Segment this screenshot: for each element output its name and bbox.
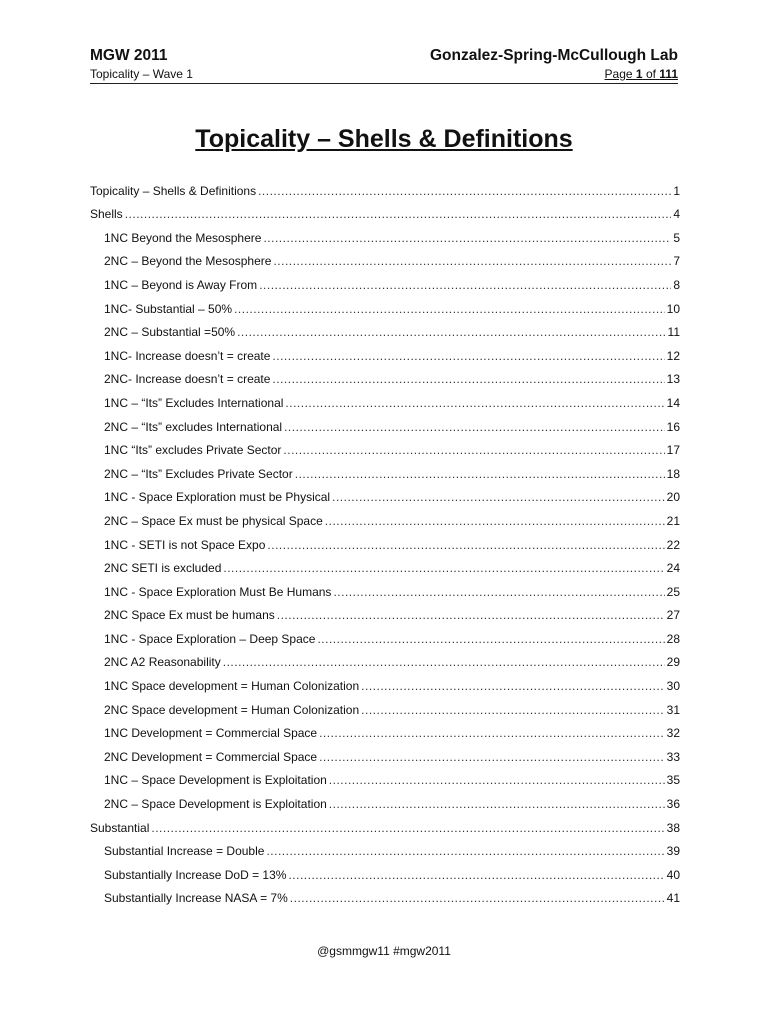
table-of-contents	[90, 175, 680, 906]
toc-entry-label: 2NC A2 Reasonability	[104, 655, 221, 670]
toc-entry-page: 30	[666, 679, 680, 694]
toc-entry-page: 36	[666, 797, 680, 812]
toc-dot-leader	[277, 608, 665, 623]
page-current: 1	[635, 67, 643, 81]
toc-entry-label: 2NC- Increase doesn’t = create	[104, 372, 271, 387]
toc-entry-page: 40	[666, 867, 680, 882]
toc-entry-page: 22	[666, 537, 680, 552]
toc-entry-page: 12	[666, 348, 680, 363]
toc-dot-leader	[332, 490, 665, 505]
toc-dot-leader	[223, 655, 665, 670]
toc-entry[interactable]	[90, 505, 680, 529]
toc-dot-leader	[267, 538, 664, 553]
toc-entry-label: 2NC SETI is excluded	[104, 561, 222, 576]
toc-entry-label: 2NC – Space Ex must be physical Space	[104, 513, 323, 528]
toc-entry[interactable]	[90, 246, 680, 270]
toc-entry[interactable]	[90, 387, 680, 411]
toc-dot-leader	[258, 184, 671, 199]
toc-entry[interactable]	[90, 199, 680, 223]
header-rule	[90, 83, 678, 84]
toc-entry-page: 10	[666, 301, 680, 316]
toc-entry-page: 4	[673, 207, 680, 222]
toc-entry-label: 1NC - Space Exploration must be Physical	[104, 490, 331, 505]
toc-entry[interactable]	[90, 269, 680, 293]
toc-entry-label: 2NC – “Its” excludes International	[104, 419, 283, 434]
toc-entry-label: Substantial	[90, 820, 150, 835]
toc-entry-page: 33	[666, 749, 680, 764]
page-total: 111	[659, 67, 678, 81]
toc-dot-leader	[266, 844, 664, 859]
toc-entry[interactable]	[90, 435, 680, 459]
header-top-row	[90, 47, 678, 65]
toc-entry-page: 41	[666, 891, 680, 906]
toc-dot-leader	[272, 349, 664, 364]
toc-entry[interactable]	[90, 482, 680, 506]
toc-entry-page: 38	[666, 820, 680, 835]
toc-entry-label: 2NC – Space Development is Exploitation	[104, 797, 327, 812]
header-page-indicator	[605, 67, 678, 81]
toc-entry-label: 2NC – Substantial =50%	[104, 325, 236, 340]
toc-dot-leader	[285, 396, 664, 411]
document-title: Topicality – Shells & Definitions	[195, 125, 573, 153]
toc-entry-label: 2NC Space development = Human Colonization	[104, 702, 360, 717]
toc-entry-page: 29	[666, 655, 680, 670]
toc-entry-page: 18	[666, 466, 680, 481]
toc-dot-leader	[329, 797, 665, 812]
header-sub-row	[90, 67, 678, 81]
toc-entry-page: 28	[666, 631, 680, 646]
toc-entry-label: 1NC - SETI is not Space Expo	[104, 537, 266, 552]
toc-entry[interactable]	[90, 741, 680, 765]
toc-entry-label: Substantially Increase NASA = 7%	[104, 891, 288, 906]
page-of: of	[645, 67, 656, 81]
toc-entry-label: 1NC Development = Commercial Space	[104, 726, 318, 741]
toc-entry[interactable]	[90, 293, 680, 317]
toc-dot-leader	[361, 679, 664, 694]
toc-dot-leader	[263, 231, 671, 246]
toc-entry[interactable]	[90, 222, 680, 246]
toc-entry-label: 1NC - Space Exploration Must Be Humans	[104, 584, 332, 599]
toc-entry-page: 16	[666, 419, 680, 434]
toc-entry-page: 27	[666, 608, 680, 623]
toc-dot-leader	[125, 207, 672, 222]
toc-entry-label: 1NC Beyond the Mesosphere	[104, 230, 262, 245]
toc-entry[interactable]	[90, 411, 680, 435]
toc-dot-leader	[333, 585, 664, 600]
toc-entry[interactable]	[90, 812, 680, 836]
toc-entry-label: 2NC Development = Commercial Space	[104, 749, 318, 764]
toc-entry[interactable]	[90, 553, 680, 577]
toc-entry-page: 7	[673, 254, 680, 269]
toc-entry[interactable]	[90, 647, 680, 671]
header-file-title: Topicality – Wave 1	[90, 67, 193, 81]
toc-entry-page: 35	[666, 773, 680, 788]
toc-dot-leader	[284, 420, 665, 435]
toc-entry[interactable]	[90, 340, 680, 364]
toc-entry-page: 21	[666, 513, 680, 528]
toc-dot-leader	[329, 773, 665, 788]
toc-entry-page: 13	[666, 372, 680, 387]
toc-entry-label: 1NC - Space Exploration – Deep Space	[104, 631, 316, 646]
page-prefix: Page	[604, 67, 633, 81]
toc-entry[interactable]	[90, 175, 680, 199]
toc-entry[interactable]	[90, 859, 680, 883]
toc-entry[interactable]	[90, 364, 680, 388]
toc-entry-page: 25	[666, 584, 680, 599]
toc-dot-leader	[223, 561, 664, 576]
toc-entry[interactable]	[90, 576, 680, 600]
toc-entry-page: 17	[666, 443, 680, 458]
toc-entry-label: 1NC Space development = Human Colonization	[104, 679, 360, 694]
toc-entry[interactable]	[90, 317, 680, 341]
toc-entry-label: Topicality – Shells & Definitions	[90, 183, 257, 198]
header-lab: Gonzalez-Spring-McCullough Lab	[430, 47, 678, 64]
toc-entry-label: 1NC – Beyond is Away From	[104, 277, 258, 292]
toc-dot-leader	[272, 372, 664, 387]
toc-entry-page: 24	[666, 561, 680, 576]
toc-dot-leader	[273, 254, 671, 269]
toc-dot-leader	[295, 467, 665, 482]
toc-entry-page: 31	[666, 702, 680, 717]
toc-entry-label: 1NC – Space Development is Exploitation	[104, 773, 327, 788]
toc-entry-page: 1	[673, 183, 680, 198]
toc-entry-label: 2NC – Beyond the Mesosphere	[104, 254, 272, 269]
toc-entry-label: 1NC- Substantial – 50%	[104, 301, 233, 316]
toc-dot-leader	[288, 868, 664, 883]
toc-entry[interactable]	[90, 788, 680, 812]
toc-entry[interactable]	[90, 529, 680, 553]
toc-entry-page: 11	[667, 325, 680, 340]
toc-entry-page: 39	[666, 844, 680, 859]
toc-entry[interactable]	[90, 883, 680, 907]
toc-dot-leader	[325, 514, 665, 529]
toc-entry-page: 14	[666, 395, 680, 410]
toc-entry[interactable]	[90, 765, 680, 789]
toc-entry-page: 8	[673, 277, 680, 292]
toc-entry-label: 2NC – “Its” Excludes Private Sector	[104, 466, 293, 481]
toc-entry-page: 32	[666, 726, 680, 741]
footer-hashtags: @gsmmgw11 #mgw2011	[317, 944, 451, 958]
toc-entry-label: Substantially Increase DoD = 13%	[104, 867, 287, 882]
toc-dot-leader	[361, 703, 664, 718]
toc-dot-leader	[234, 302, 665, 317]
toc-dot-leader	[319, 726, 665, 741]
toc-entry-label: 1NC “Its” excludes Private Sector	[104, 443, 282, 458]
toc-dot-leader	[319, 750, 665, 765]
header-event: MGW 2011	[90, 47, 168, 64]
toc-entry[interactable]	[90, 836, 680, 860]
toc-entry-label: 1NC- Increase doesn’t = create	[104, 348, 271, 363]
toc-entry[interactable]	[90, 694, 680, 718]
toc-dot-leader	[237, 325, 665, 340]
toc-entry[interactable]	[90, 600, 680, 624]
toc-entry[interactable]	[90, 670, 680, 694]
toc-dot-leader	[283, 443, 664, 458]
toc-entry-label: 1NC – “Its” Excludes International	[104, 395, 284, 410]
toc-dot-leader	[151, 821, 664, 836]
toc-dot-leader	[259, 278, 671, 293]
toc-entry-label: Substantial Increase = Double	[104, 844, 265, 859]
toc-entry-page: 20	[666, 490, 680, 505]
toc-dot-leader	[317, 632, 664, 647]
toc-entry-label: 2NC Space Ex must be humans	[104, 608, 275, 623]
toc-entry[interactable]	[90, 718, 680, 742]
toc-entry[interactable]	[90, 458, 680, 482]
toc-entry-label: Shells	[90, 207, 123, 222]
toc-entry-page: 5	[673, 230, 680, 245]
toc-dot-leader	[290, 891, 665, 906]
toc-entry[interactable]	[90, 623, 680, 647]
